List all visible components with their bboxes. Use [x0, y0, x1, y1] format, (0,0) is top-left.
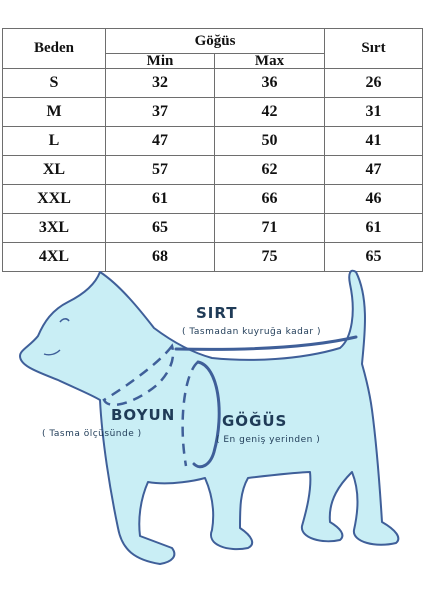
cell-size: L [3, 127, 106, 156]
table-row [3, 98, 423, 127]
cell-size: S [3, 69, 106, 98]
cell-size: M [3, 98, 106, 127]
subheader-max: Max [215, 54, 325, 69]
table-row [3, 127, 423, 156]
chest-note: ( En geniş yerinden ) [216, 435, 321, 445]
cell-max: 42 [215, 98, 325, 127]
table-row [3, 69, 423, 98]
table-row [3, 156, 423, 185]
cell-max: 71 [215, 214, 325, 243]
cell-size: 4XL [3, 243, 106, 272]
back-label: SIRT [196, 304, 238, 322]
cell-max: 75 [215, 243, 325, 272]
cell-min: 57 [106, 156, 215, 185]
cell-max: 62 [215, 156, 325, 185]
size-chart-table [2, 28, 423, 272]
cell-min: 68 [106, 243, 215, 272]
cell-min: 47 [106, 127, 215, 156]
neck-label: BOYUN [111, 406, 176, 424]
cell-back: 65 [325, 243, 423, 272]
header-back: Sırt [325, 29, 423, 69]
chest-label: GÖĞÜS [222, 412, 288, 430]
cell-max: 36 [215, 69, 325, 98]
cell-min: 37 [106, 98, 215, 127]
header-chest: Göğüs [106, 29, 325, 54]
cell-back: 31 [325, 98, 423, 127]
table-row [3, 214, 423, 243]
cell-min: 65 [106, 214, 215, 243]
table-row [3, 185, 423, 214]
cell-back: 26 [325, 69, 423, 98]
neck-note: ( Tasma ölçüsünde ) [42, 429, 142, 439]
cell-size: 3XL [3, 214, 106, 243]
back-note: ( Tasmadan kuyruğa kadar ) [182, 327, 321, 337]
cell-min: 32 [106, 69, 215, 98]
header-size: Beden [3, 29, 106, 69]
cell-size: XL [3, 156, 106, 185]
cell-back: 41 [325, 127, 423, 156]
cell-max: 66 [215, 185, 325, 214]
cell-size: XXL [3, 185, 106, 214]
back-line [176, 337, 356, 349]
cell-back: 61 [325, 214, 423, 243]
cell-back: 47 [325, 156, 423, 185]
subheader-min: Min [106, 54, 215, 69]
cell-min: 61 [106, 185, 215, 214]
cell-max: 50 [215, 127, 325, 156]
dog-measurement-diagram [0, 262, 424, 600]
cell-back: 46 [325, 185, 423, 214]
